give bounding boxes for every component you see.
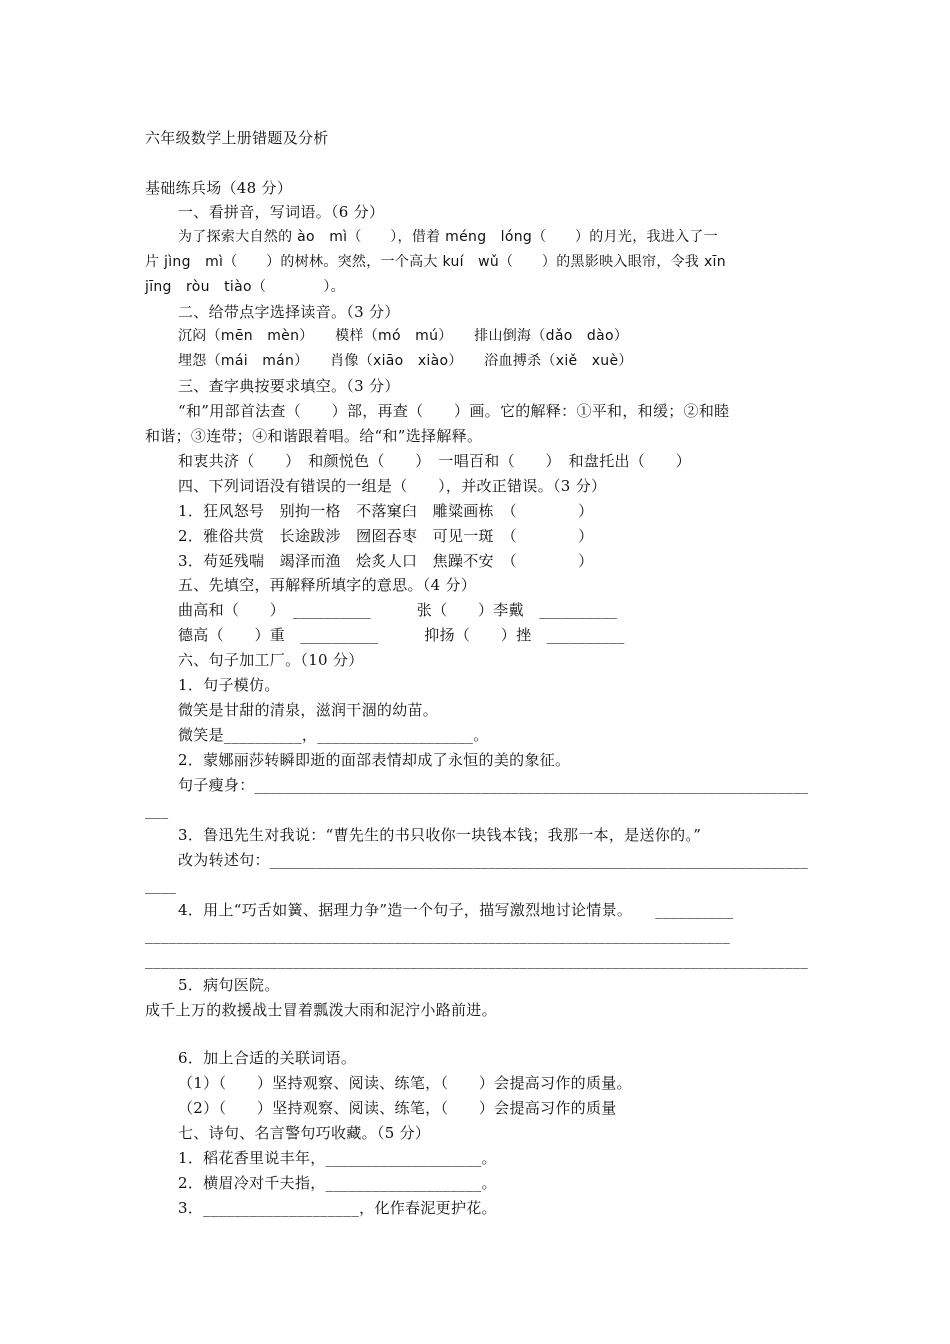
question-text: 1．狂风怒号 别拘一格 不落窠臼 雕粱画栋 （ ） — [178, 502, 594, 520]
question-heading: 七、诗句、名言警句巧收藏。（5 分） — [178, 1124, 431, 1142]
question-heading: 五、先填空，再解释所填字的意思。（4 分） — [178, 576, 477, 594]
question-text: 沉闷（mēn mèn） 模样（mó mú） 排山倒海（dǎo dào） — [178, 328, 629, 344]
question-text: 埋怨（mái mán） 肖像（xiāo xiào） 浴血搏杀（xiě xuè） — [178, 353, 633, 369]
question-heading: 六、句子加工厂。（10 分） — [178, 651, 364, 669]
question-text: （1）（ ）坚持观察、阅读、练笔，（ ）会提高习作的质量。 — [178, 1074, 632, 1092]
question-text: 曲高和（ ） __________ 张（ ）李戴 __________ — [178, 601, 618, 619]
question-text: 成千上万的救援战士冒着瓢泼大雨和泥泞小路前进。 — [145, 1001, 497, 1019]
answer-line: ____ — [145, 876, 177, 894]
document-title: 六年级数学上册错题及分析 — [145, 129, 329, 147]
question-heading: 三、查字典按要求填空。（3 分） — [178, 377, 400, 395]
question-text: 3．鲁迅先生对我说：“曹先生的书只收你一块钱本钱；我那一本，是送你的。” — [178, 826, 702, 844]
answer-line: _____________________________________________________________________________________ — [145, 951, 808, 969]
question-text: 和衷共济（ ） 和颜悦色（ ） 一唱百和（ ） 和盘托出（ ） — [178, 452, 692, 470]
question-text: 微笑是__________，____________________。 — [178, 726, 489, 744]
question-text: 句子瘦身：_______________________________________________________________________ — [178, 776, 809, 794]
question-text: 6．加上合适的关联词语。 — [178, 1049, 357, 1067]
question-heading: 一、看拼音，写词语。（6 分） — [178, 203, 385, 221]
question-text: 2．蒙娜丽莎转瞬即逝的面部表情却成了永恒的美的象征。 — [178, 751, 571, 769]
question-text: “和”用部首法查（ ）部，再查（ ）画。它的解释：①平和，和缓；②和睦 — [178, 402, 730, 420]
question-text: （2）（ ）坚持观察、阅读、练笔，（ ）会提高习作的质量 — [178, 1099, 617, 1117]
question-text: 为了探索大自然的 ào mì（ ），借着 méng lóng（ ）的月光，我进入了一 — [178, 229, 718, 245]
question-text: 改为转述句：_____________________________________________________________________ — [178, 851, 808, 869]
question-text: 2．横眉冷对千夫指，____________________。 — [178, 1174, 497, 1192]
question-text: 1．句子模仿。 — [178, 676, 280, 694]
section-heading: 基础练兵场（48 分） — [145, 179, 293, 197]
answer-line: ___ — [145, 801, 169, 819]
question-text: 5．病句医院。 — [178, 976, 280, 994]
question-heading: 二、给带点字选择读音。（3 分） — [178, 303, 400, 321]
question-text: 3．____________________，化作春泥更护花。 — [178, 1199, 497, 1217]
question-text: 片 jìng mì（ ）的树林。突然，一个高大 kuí wǔ（ ）的黑影映入眼帘，令我 xīn — [145, 254, 726, 270]
question-text: 1．稻花香里说丰年，____________________。 — [178, 1149, 497, 1167]
question-text: 德高（ ）重 __________ 抑扬（ ）挫 __________ — [178, 626, 625, 644]
question-text: 和谐；③连带；④和谐跟着唱。给“和”选择解释。 — [145, 427, 483, 445]
question-text: 2．雅俗共赏 长途跋涉 囫囵吞枣 可见一斑 （ ） — [178, 527, 594, 545]
question-text: jīng ròu tiào（ ）。 — [145, 279, 345, 295]
question-heading: 四、下列词语没有错误的一组是（ ），并改正错误。（3 分） — [178, 477, 607, 495]
question-text: 微笑是甘甜的清泉，滋润干涸的幼苗。 — [178, 701, 439, 719]
question-text: 3．苟延残喘 竭泽而渔 烩炙人口 焦躁不安 （ ） — [178, 552, 594, 570]
question-text: 4．用上“巧舌如簧、据理力争”造一个句子，描写激烈地讨论情景。 __________ — [178, 901, 734, 919]
answer-line: ___________________________________________________________________________ — [145, 926, 730, 944]
